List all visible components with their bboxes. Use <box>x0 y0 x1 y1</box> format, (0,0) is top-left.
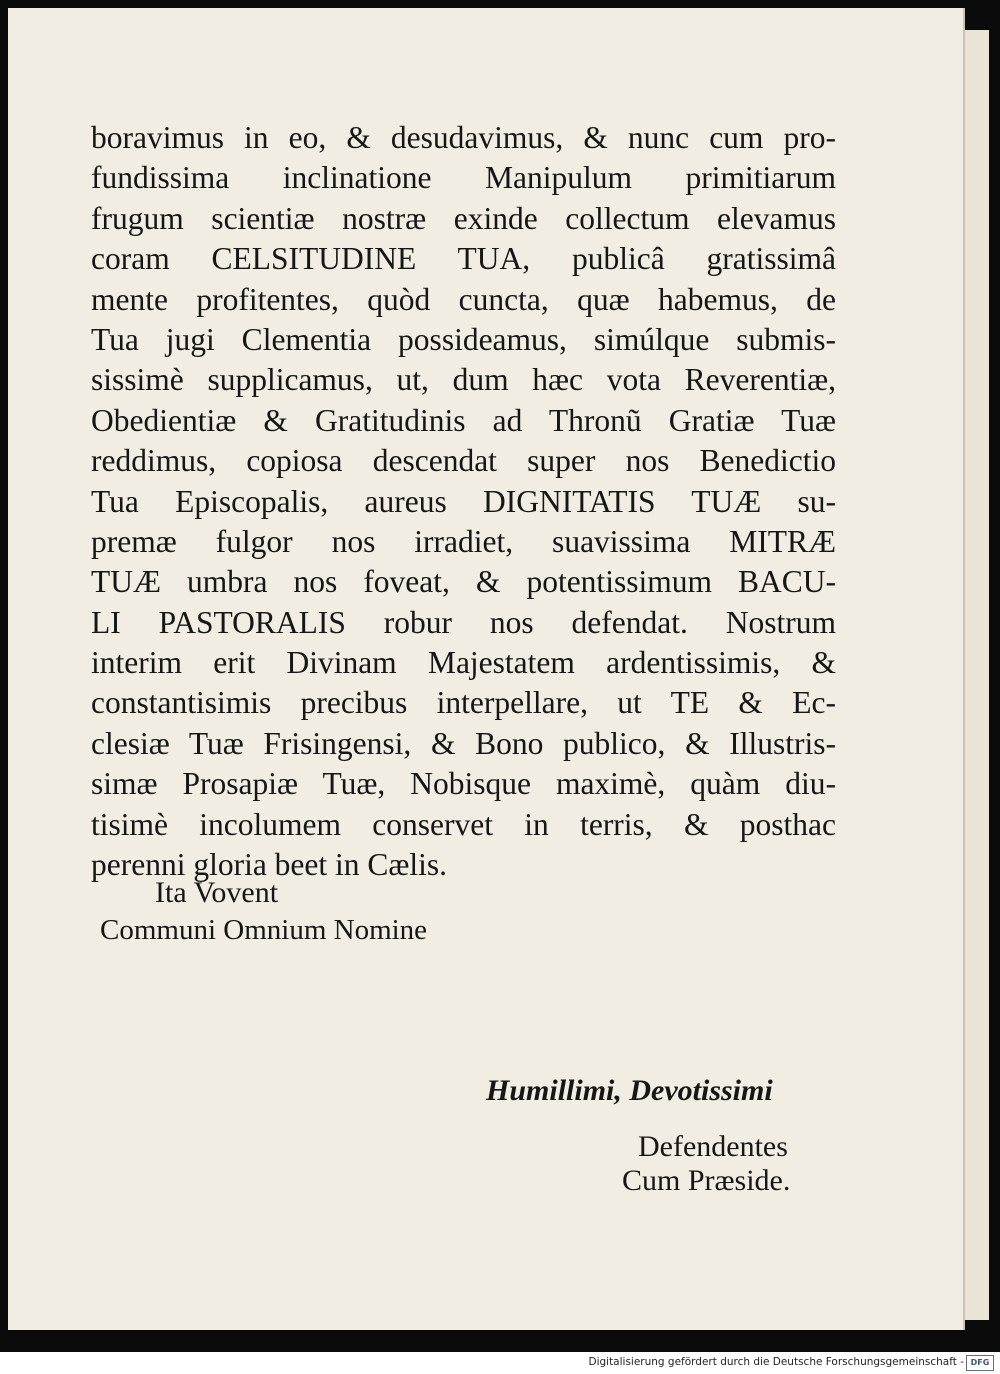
signature-defendentes: Defendentes <box>638 1130 788 1163</box>
body-line: reddimus, copiosa descendat super nos Benedictio <box>91 443 836 479</box>
body-line: boravimus in eo, & desudavimus, & nunc cum pro- <box>91 120 836 155</box>
signature-humillimi: Humillimi, Devotissimi <box>486 1074 773 1107</box>
signature-cum-praeside: Cum Præside. <box>622 1164 791 1197</box>
closing-communi: Communi Omnium Nomine <box>100 914 428 946</box>
footer-bar <box>0 1352 1000 1374</box>
body-line: premæ fulgor nos irradiet, suavissima MITRÆ <box>91 523 836 559</box>
dfg-logo-icon: DFG <box>966 1355 994 1371</box>
document-page <box>8 8 965 1330</box>
body-line: frugum scientiæ nostræ exinde collectum elevamus <box>91 200 836 236</box>
body-line: Obedientiæ & Gratitudinis ad Thronũ Gratiæ Tuæ <box>91 402 836 438</box>
body-line: fundissima inclinatione Manipulum primitiarum <box>91 160 836 196</box>
body-line: Tua Episcopalis, aureus DIGNITATIS TUÆ su- <box>91 483 836 519</box>
body-line: TUÆ umbra nos foveat, & potentissimum BACU- <box>91 564 836 600</box>
body-line: tisimè incolumem conservet in terris, & posthac <box>91 806 836 842</box>
body-line: Tua jugi Clementia possideamus, simúlque submis- <box>91 321 836 357</box>
footer-credit: Digitalisierung gefördert durch die Deutsche Forschungsgemeinschaft - <box>588 1356 964 1368</box>
body-line: coram CELSITUDINE TUA, publicâ gratissimâ <box>91 241 836 277</box>
body-line: mente profitentes, quòd cuncta, quæ habemus, de <box>91 281 836 317</box>
body-text <box>91 118 836 885</box>
closing-ita-vovent: Ita Vovent <box>155 876 279 909</box>
body-line: simæ Prosapiæ Tuæ, Nobisque maximè, quàm diu- <box>91 766 836 802</box>
body-line: constantisimis precibus interpellare, ut TE & Ec- <box>91 685 836 721</box>
body-line-last: perenni gloria beet in Cælis. <box>91 847 448 883</box>
body-line: interim erit Divinam Majestatem ardentissimis, & <box>91 645 836 681</box>
body-line: clesiæ Tuæ Frisingensi, & Bono publico, & Illustris- <box>91 725 836 761</box>
body-line: LI PASTORALIS robur nos defendat. Nostrum <box>91 604 836 640</box>
body-line: sissimè supplicamus, ut, dum hæc vota Reverentiæ, <box>91 362 836 398</box>
